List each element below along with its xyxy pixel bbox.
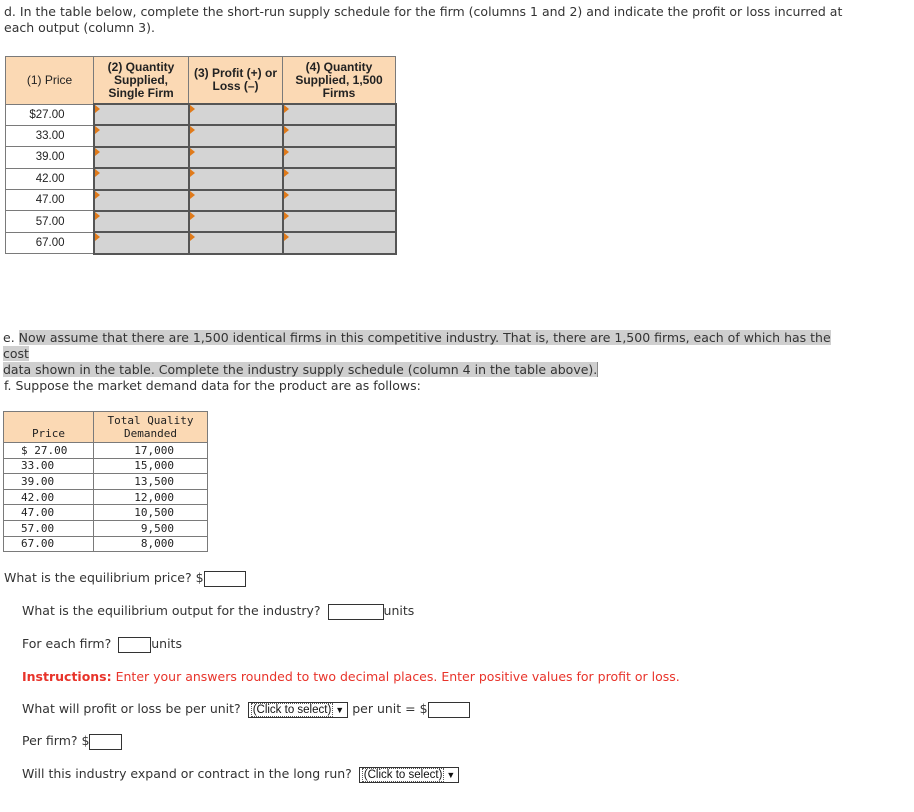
profit-loss-per-unit-question — [22, 701, 470, 718]
question-f-text: f. Suppose the market demand data for the product are as follows: — [4, 378, 421, 393]
quantity-1500-firms-input[interactable] — [283, 232, 396, 253]
each-firm-output-question — [22, 636, 182, 653]
market-demand-table — [3, 411, 208, 552]
equilibrium-price-question — [4, 570, 246, 587]
demand-quantity-cell: 17,000 — [94, 443, 208, 459]
supply-table-header — [6, 57, 396, 105]
header-line: Supplied, — [114, 72, 168, 87]
profit-loss-input[interactable] — [189, 125, 283, 146]
profit-loss-header — [189, 57, 283, 105]
demand-quantity-cell: 10,500 — [94, 505, 208, 521]
quantity-1500-firms-input[interactable] — [283, 211, 396, 232]
price-cell: 33.00 — [6, 125, 94, 146]
select-value: (Click to select) — [363, 768, 443, 781]
header-line: (2) Quantity — [107, 59, 175, 74]
currency-symbol: $ — [81, 733, 90, 748]
question-text: For each firm? — [22, 636, 112, 651]
quantity-single-firm-input[interactable] — [94, 104, 189, 125]
per-unit-label: per unit = $ — [352, 701, 428, 716]
table-row — [6, 211, 396, 232]
demand-table-header — [4, 412, 208, 443]
table-row — [4, 489, 208, 505]
quantity-single-firm-header — [94, 57, 189, 105]
profit-loss-input[interactable] — [189, 147, 283, 168]
question-e-prefix: e. — [3, 330, 19, 345]
units-label: units — [383, 603, 415, 618]
quantity-1500-firms-input[interactable] — [283, 125, 396, 146]
question-text: What will profit or loss be per unit? — [22, 701, 241, 716]
quantity-single-firm-input[interactable] — [94, 211, 189, 232]
table-row — [4, 458, 208, 474]
demand-price-cell: 33.00 — [4, 458, 94, 474]
header-line: Total Quality — [107, 414, 194, 427]
question-text: What is the equilibrium output for the industry? — [22, 603, 321, 618]
equilibrium-output-question — [22, 603, 414, 620]
profit-loss-select[interactable] — [248, 702, 349, 718]
each-firm-output-input[interactable] — [118, 637, 151, 653]
highlighted-text: data shown in the table. Complete the industry supply schedule (column 4 in the table above). — [3, 362, 598, 377]
table-row — [4, 536, 208, 552]
price-cell: 57.00 — [6, 211, 94, 232]
table-row — [4, 443, 208, 459]
demand-price-cell: 42.00 — [4, 489, 94, 505]
demand-price-cell: 47.00 — [4, 505, 94, 521]
price-cell: $27.00 — [6, 104, 94, 125]
currency-symbol: $ — [195, 570, 204, 585]
table-row — [4, 520, 208, 536]
long-run-question — [22, 766, 459, 783]
header-line: Single Firm — [108, 85, 174, 100]
demand-price-cell: 67.00 — [4, 536, 94, 552]
question-d-text: d. In the table below, complete the short-run supply schedule for the firm (columns 1 and 2) and indicate the profit or loss incurred at each output (column 3). — [4, 4, 843, 35]
demand-price-cell: 39.00 — [4, 474, 94, 490]
price-cell: 39.00 — [6, 147, 94, 168]
profit-loss-input[interactable] — [189, 168, 283, 189]
table-row — [6, 147, 396, 168]
header-line: Supplied, 1,500 — [295, 72, 383, 87]
table-row — [6, 232, 396, 253]
question-text: Per firm? — [22, 733, 78, 748]
quantity-1500-firms-header — [283, 57, 396, 105]
quantity-1500-firms-input[interactable] — [283, 190, 396, 211]
highlighted-text: Now assume that there are 1,500 identical firms in this competitive industry. That is, there are 1,500 firms, each of which has the cost — [3, 330, 831, 361]
table-row — [4, 474, 208, 490]
instructions-body: Enter your answers rounded to two decimal places. Enter positive values for profit or loss. — [111, 669, 680, 684]
price-cell: 67.00 — [6, 232, 94, 253]
quantity-single-firm-input[interactable] — [94, 147, 189, 168]
instructions-text — [22, 669, 680, 685]
header-line: (4) Quantity — [305, 59, 373, 74]
quantity-single-firm-input[interactable] — [94, 168, 189, 189]
header-line: Demanded — [124, 427, 177, 440]
demand-quantity-cell: 8,000 — [94, 536, 208, 552]
quantity-single-firm-input[interactable] — [94, 190, 189, 211]
demand-quantity-cell: 15,000 — [94, 458, 208, 474]
instructions-label: Instructions: — [22, 669, 112, 684]
quantity-single-firm-input[interactable] — [94, 232, 189, 253]
demand-quantity-header — [94, 412, 208, 443]
select-value: (Click to select) — [252, 703, 332, 716]
profit-loss-input[interactable] — [189, 232, 283, 253]
supply-schedule-table — [5, 56, 397, 255]
long-run-select[interactable] — [359, 767, 460, 783]
profit-loss-input[interactable] — [189, 211, 283, 232]
table-row — [6, 125, 396, 146]
table-row — [4, 505, 208, 521]
header-line: Firms — [322, 85, 356, 100]
profit-loss-input[interactable] — [189, 104, 283, 125]
demand-quantity-cell: 9,500 — [94, 520, 208, 536]
price-column-header: (1) Price — [6, 57, 94, 105]
demand-quantity-cell: 13,500 — [94, 474, 208, 490]
demand-price-cell: 57.00 — [4, 520, 94, 536]
demand-price-cell: $ 27.00 — [4, 443, 94, 459]
table-row — [6, 104, 396, 125]
chevron-down-icon: ▼ — [446, 769, 456, 780]
table-row — [6, 168, 396, 189]
equilibrium-output-input[interactable] — [328, 604, 384, 620]
quantity-1500-firms-input[interactable] — [283, 147, 396, 168]
price-cell: 42.00 — [6, 168, 94, 189]
per-firm-question — [22, 733, 122, 750]
demand-price-header: Price — [4, 412, 94, 443]
price-cell: 47.00 — [6, 190, 94, 211]
header-line: (3) Profit (+) or — [194, 66, 277, 80]
quantity-1500-firms-input[interactable] — [283, 168, 396, 189]
chevron-down-icon: ▼ — [335, 704, 345, 715]
quantity-1500-firms-input[interactable] — [283, 104, 396, 125]
equilibrium-price-input[interactable] — [204, 571, 246, 587]
quantity-single-firm-input[interactable] — [94, 125, 189, 146]
profit-loss-per-unit-input[interactable] — [428, 702, 470, 718]
question-text: Will this industry expand or contract in the long run? — [22, 766, 352, 781]
table-row — [6, 190, 396, 211]
profit-loss-input[interactable] — [189, 190, 283, 211]
question-e-text — [3, 330, 851, 378]
demand-quantity-cell: 12,000 — [94, 489, 208, 505]
units-label: units — [151, 636, 182, 651]
question-text: What is the equilibrium price? — [4, 570, 192, 585]
header-line: Loss (–) — [212, 79, 259, 93]
per-firm-input[interactable] — [89, 734, 122, 750]
